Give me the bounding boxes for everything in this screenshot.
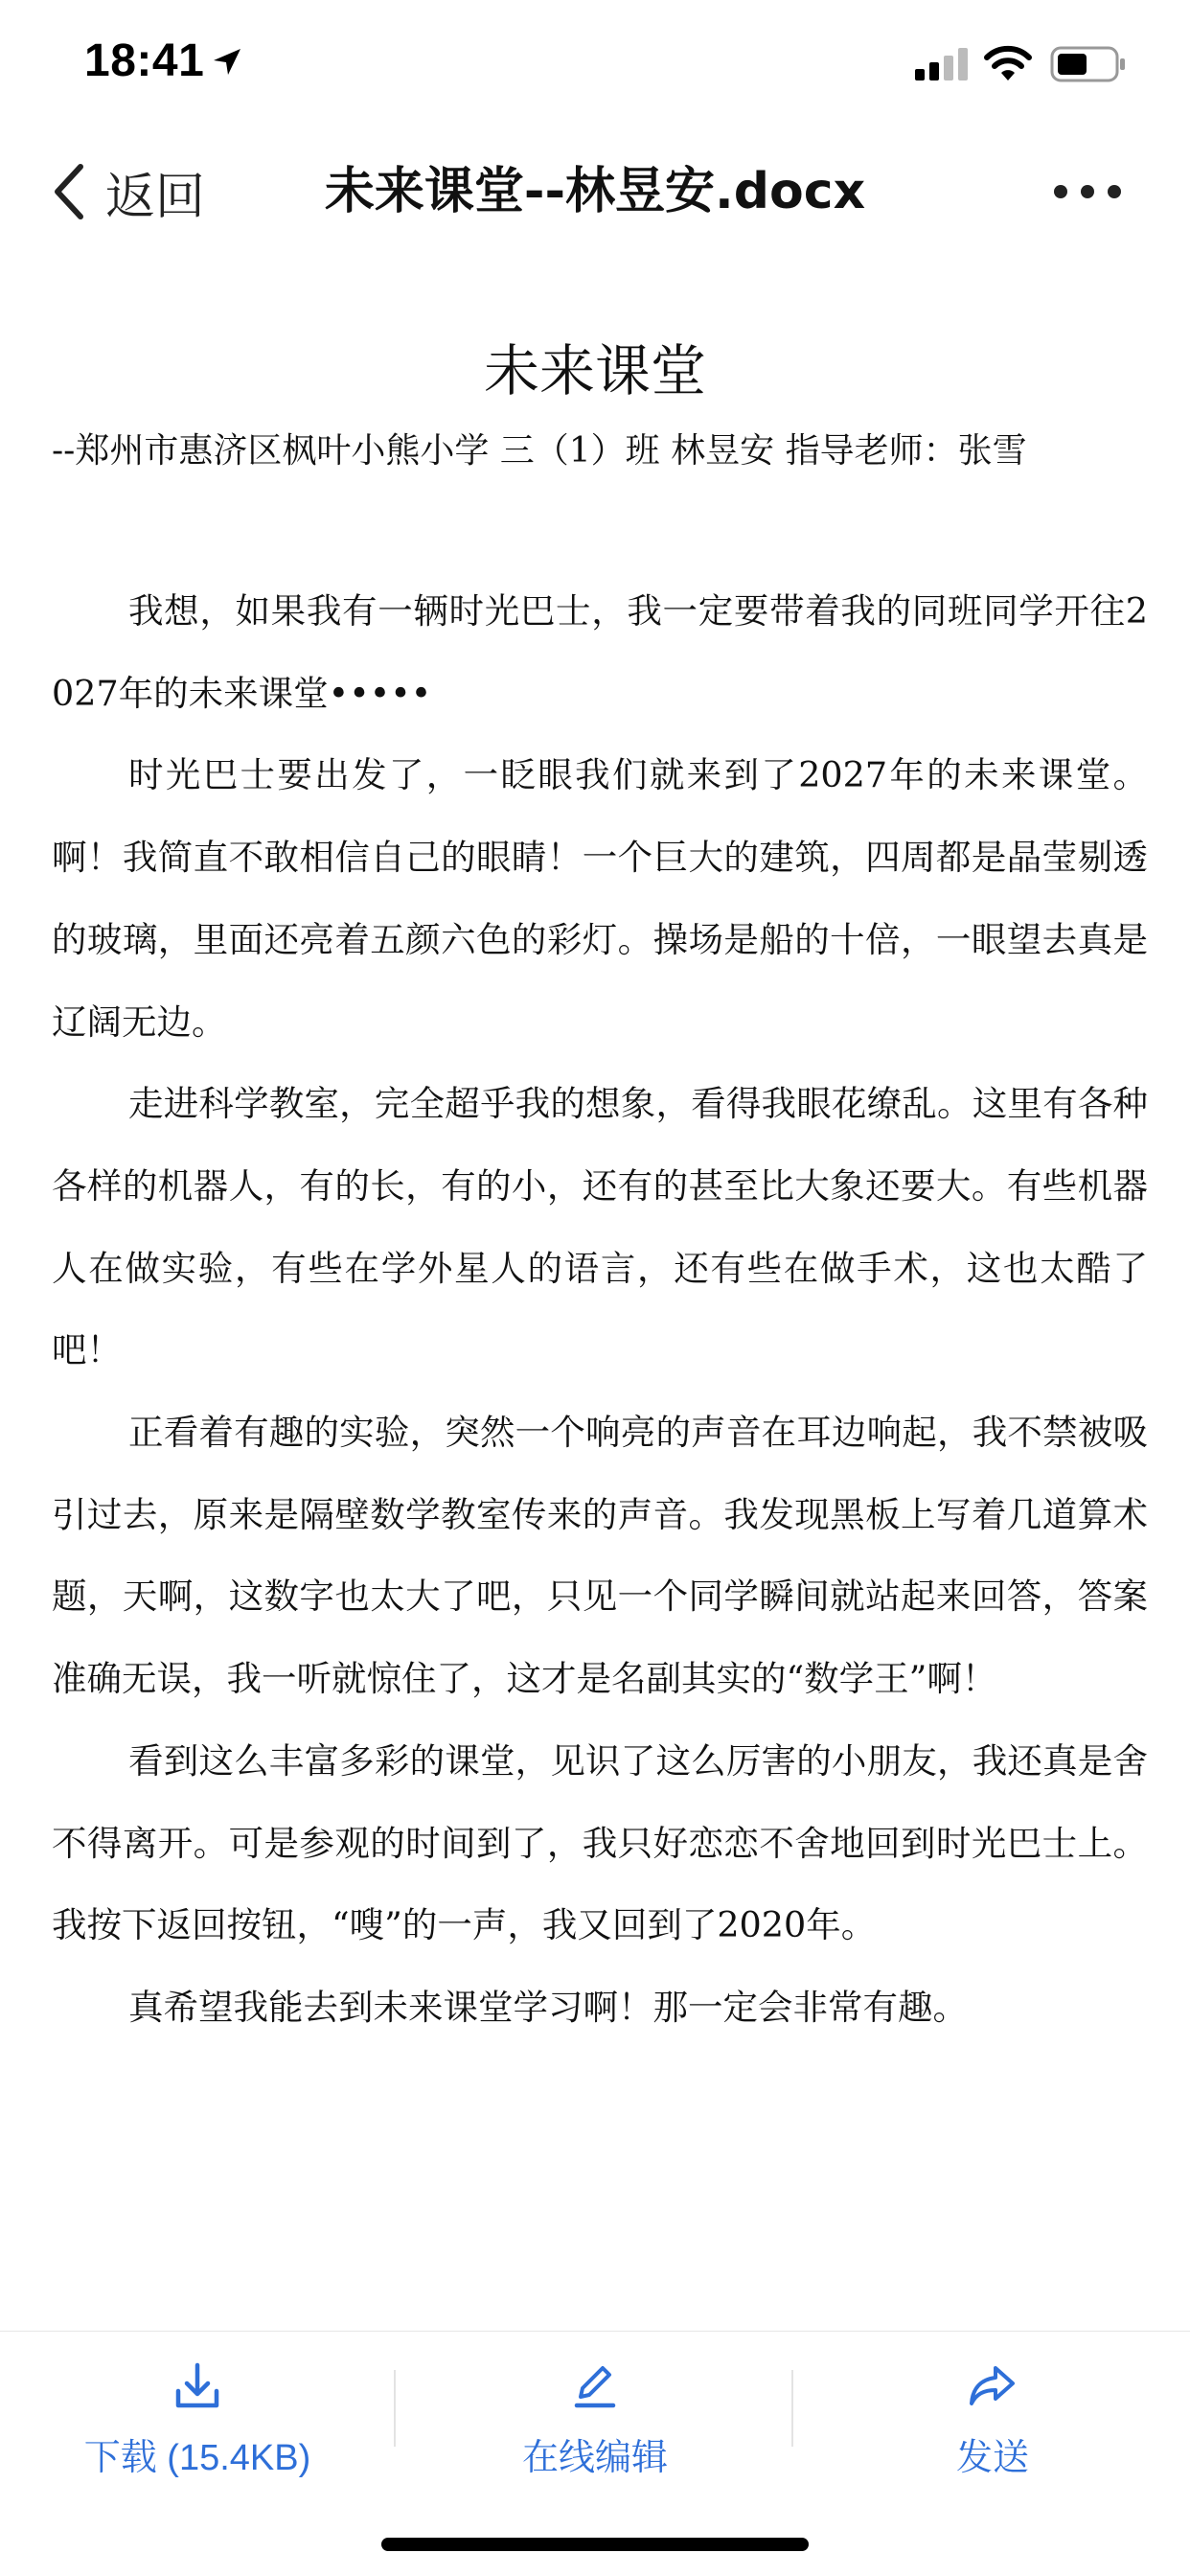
toolbar-divider bbox=[394, 2370, 396, 2447]
document-title: 未来课堂 bbox=[483, 338, 706, 403]
document-paragraph: 正看着有趣的实验，突然一个响亮的声音在耳边响起，我不禁被吸引过去，原来是隔壁数学教室传来的声音。我发现黑板上写着几道算术题，天啊，这数字也太大了吧，只见一个同学瞬间就站起来回答，答案准确无误，我一听就惊住了，这才是名副其实的“数学王”啊！ bbox=[52, 1412, 1148, 1700]
location-arrow-icon bbox=[211, 46, 243, 79]
document-paragraph: 看到这么丰富多彩的课堂，见识了这么厉害的小朋友，我还真是舍不得离开。可是参观的时间到了，我只好恋恋不舍地回到时光巴士上。我按下返回按钮，“嗖”的一声，我又回到了2020年。 bbox=[52, 1739, 1148, 1946]
document-paragraph: 走进科学教室，完全超乎我的想象，看得我眼花缭乱。这里有各种各样的机器人，有的长，有的小，还有的甚至比大象还要大。有些机器人在做实验，有些在学外星人的语言，还有些在做手术，这也太酷了吧！ bbox=[52, 1083, 1148, 1371]
toolbar-divider bbox=[791, 2370, 793, 2447]
more-dots-icon[interactable] bbox=[1044, 168, 1131, 216]
document-subtitle: --郑州市惠济区枫叶小熊小学 三（1）班 林昱安 指导老师：张雪 bbox=[52, 431, 1027, 471]
document-paragraph: 我想，如果我有一辆时光巴士，我一定要带着我的同班同学开往2027年的未来课堂••••• bbox=[52, 590, 1148, 714]
wifi-icon bbox=[983, 44, 1033, 82]
back-button[interactable] bbox=[50, 158, 205, 225]
battery-icon bbox=[1050, 46, 1127, 82]
cellular-signal-icon bbox=[915, 48, 969, 80]
download-button[interactable] bbox=[25, 2360, 370, 2485]
document-paragraph: 真希望我能去到未来课堂学习啊！那一定会非常有趣。 bbox=[128, 1986, 968, 2028]
nav-bar bbox=[0, 129, 1190, 254]
document-viewer[interactable] bbox=[0, 254, 1190, 2329]
send-button[interactable] bbox=[820, 2360, 1165, 2485]
back-label: 返回 bbox=[105, 168, 206, 226]
download-icon bbox=[172, 2360, 223, 2412]
status-bar bbox=[0, 0, 1190, 129]
home-indicator[interactable] bbox=[381, 2538, 809, 2551]
send-label: 发送 bbox=[955, 2438, 1029, 2478]
online-edit-button[interactable] bbox=[423, 2360, 767, 2485]
online-edit-label: 在线编辑 bbox=[521, 2438, 668, 2478]
document-body bbox=[52, 570, 1148, 2049]
share-arrow-icon bbox=[967, 2360, 1018, 2412]
page-title: 未来课堂--林昱安.docx bbox=[324, 163, 866, 220]
chevron-left-icon bbox=[50, 161, 88, 222]
download-label: 下载 (15.4KB) bbox=[83, 2438, 311, 2478]
document-paragraph: 时光巴士要出发了，一眨眼我们就来到了2027年的未来课堂。啊！我简直不敢相信自己的眼睛！一个巨大的建筑，四周都是晶莹剔透的玻璃，里面还亮着五颜六色的彩灯。操场是船的十倍，一眼望去真是辽阔无边。 bbox=[52, 754, 1148, 1043]
status-time: 18:41 bbox=[84, 35, 205, 86]
pencil-icon bbox=[569, 2360, 621, 2412]
